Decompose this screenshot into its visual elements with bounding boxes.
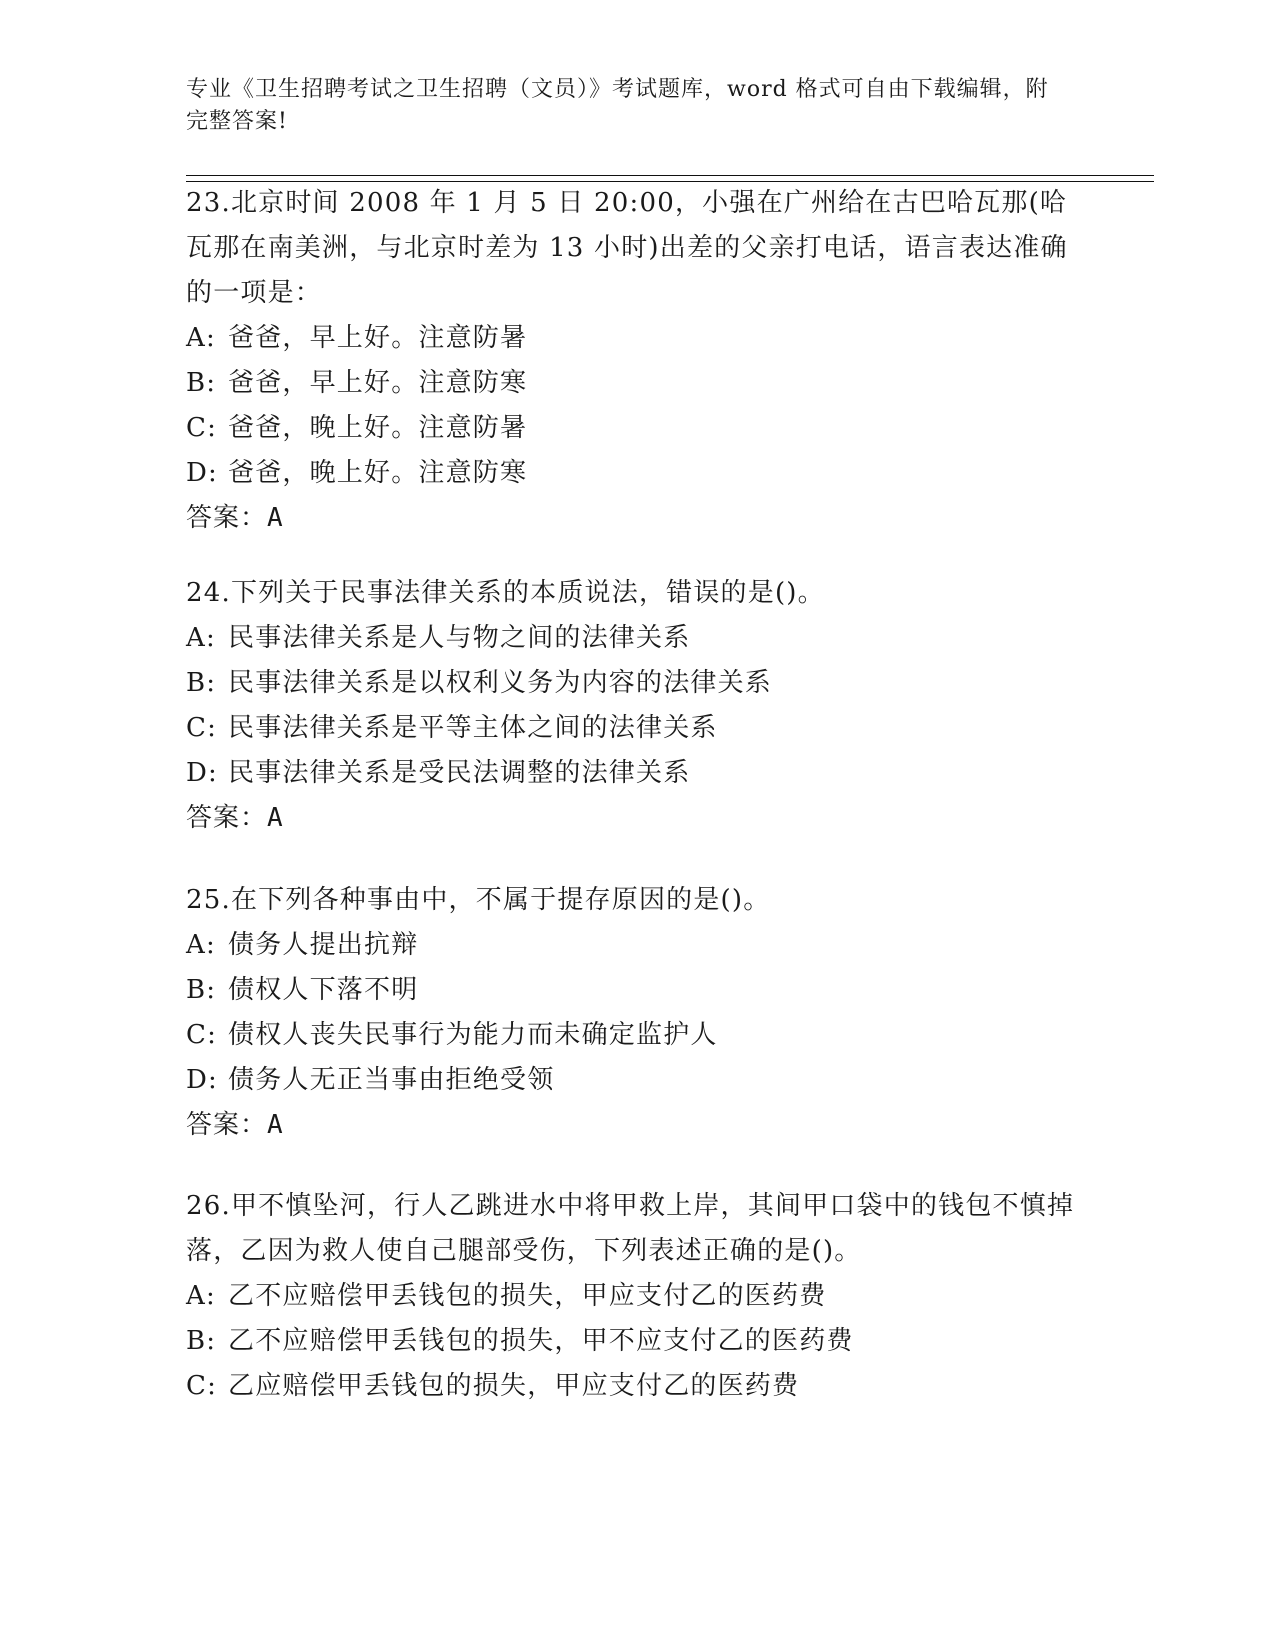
option-c — [186, 1364, 1086, 1409]
option-letter: B: — [186, 668, 217, 698]
option-text: 爸爸，早上好。注意防寒 — [228, 368, 528, 398]
option-c — [186, 1013, 1086, 1058]
option-text: 乙应赔偿甲丢钱包的损失，甲应支付乙的医药费 — [228, 1371, 800, 1401]
option-b — [186, 361, 1086, 406]
option-c — [186, 706, 1086, 751]
option-text: 乙不应赔偿甲丢钱包的损失，甲不应支付乙的医药费 — [228, 1326, 854, 1356]
option-letter: A: — [186, 930, 216, 960]
option-letter: D: — [186, 758, 219, 788]
option-letter: D: — [186, 1065, 219, 1095]
answer-label: 答案： — [186, 1110, 268, 1140]
question-24 — [186, 571, 1086, 841]
answer-value: A — [267, 503, 284, 533]
option-text: 民事法律关系是受民法调整的法律关系 — [228, 758, 691, 788]
option-b — [186, 968, 1086, 1013]
option-text: 债权人丧失民事行为能力而未确定监护人 — [228, 1020, 718, 1050]
option-a — [186, 1274, 1086, 1319]
option-a — [186, 616, 1086, 661]
answer-label: 答案： — [186, 803, 268, 833]
option-letter: C: — [186, 1371, 218, 1401]
answer-value: A — [267, 1110, 284, 1140]
question-25 — [186, 878, 1086, 1148]
option-text: 乙不应赔偿甲丢钱包的损失，甲应支付乙的医药费 — [228, 1281, 827, 1311]
option-d — [186, 451, 1086, 496]
document-intro: 专业《卫生招聘考试之卫生招聘（文员）》考试题库，word 格式可自由下载编辑，附完整答案! — [186, 77, 1049, 134]
question-26 — [186, 1184, 1086, 1409]
option-text: 债务人提出抗辩 — [228, 930, 419, 960]
option-letter: C: — [186, 713, 218, 743]
option-letter: B: — [186, 1326, 217, 1356]
option-letter: A: — [186, 623, 216, 653]
option-d — [186, 1058, 1086, 1103]
option-letter: B: — [186, 975, 217, 1005]
option-letter: B: — [186, 368, 217, 398]
option-text: 民事法律关系是人与物之间的法律关系 — [228, 623, 691, 653]
option-text: 爸爸，早上好。注意防暑 — [228, 323, 528, 353]
question-stem: 26.甲不慎坠河，行人乙跳进水中将甲救上岸，其间甲口袋中的钱包不慎掉落，乙因为救人使自己腿部受伤，下列表述正确的是()。 — [186, 1191, 1075, 1266]
question-stem: 23.北京时间 2008 年 1 月 5 日 20:00，小强在广州给在古巴哈瓦那(哈瓦那在南美洲，与北京时差为 13 小时)出差的父亲打电话，语言表达准确的一项是： — [186, 188, 1068, 308]
answer-line — [186, 1103, 1086, 1148]
answer-line — [186, 796, 1086, 841]
option-letter: A: — [186, 323, 216, 353]
question-23 — [186, 181, 1086, 541]
option-text: 爸爸，晚上好。注意防寒 — [228, 458, 528, 488]
option-letter: D: — [186, 458, 219, 488]
option-text: 债权人下落不明 — [228, 975, 419, 1005]
answer-value: A — [267, 803, 284, 833]
option-d — [186, 751, 1086, 796]
option-text: 民事法律关系是以权利义务为内容的法律关系 — [228, 668, 773, 698]
answer-label: 答案： — [186, 503, 268, 533]
header-divider-top — [186, 175, 1154, 176]
option-b — [186, 661, 1086, 706]
option-letter: C: — [186, 1020, 218, 1050]
question-stem: 25.在下列各种事由中，不属于提存原因的是()。 — [186, 885, 771, 915]
option-c — [186, 406, 1086, 451]
option-letter: A: — [186, 1281, 216, 1311]
option-letter: C: — [186, 413, 218, 443]
option-a — [186, 316, 1086, 361]
option-text: 民事法律关系是平等主体之间的法律关系 — [228, 713, 718, 743]
option-text: 爸爸，晚上好。注意防暑 — [228, 413, 528, 443]
option-b — [186, 1319, 1086, 1364]
question-stem: 24.下列关于民事法律关系的本质说法，错误的是()。 — [186, 578, 825, 608]
option-text: 债务人无正当事由拒绝受领 — [228, 1065, 555, 1095]
answer-line — [186, 496, 1086, 541]
option-a — [186, 923, 1086, 968]
